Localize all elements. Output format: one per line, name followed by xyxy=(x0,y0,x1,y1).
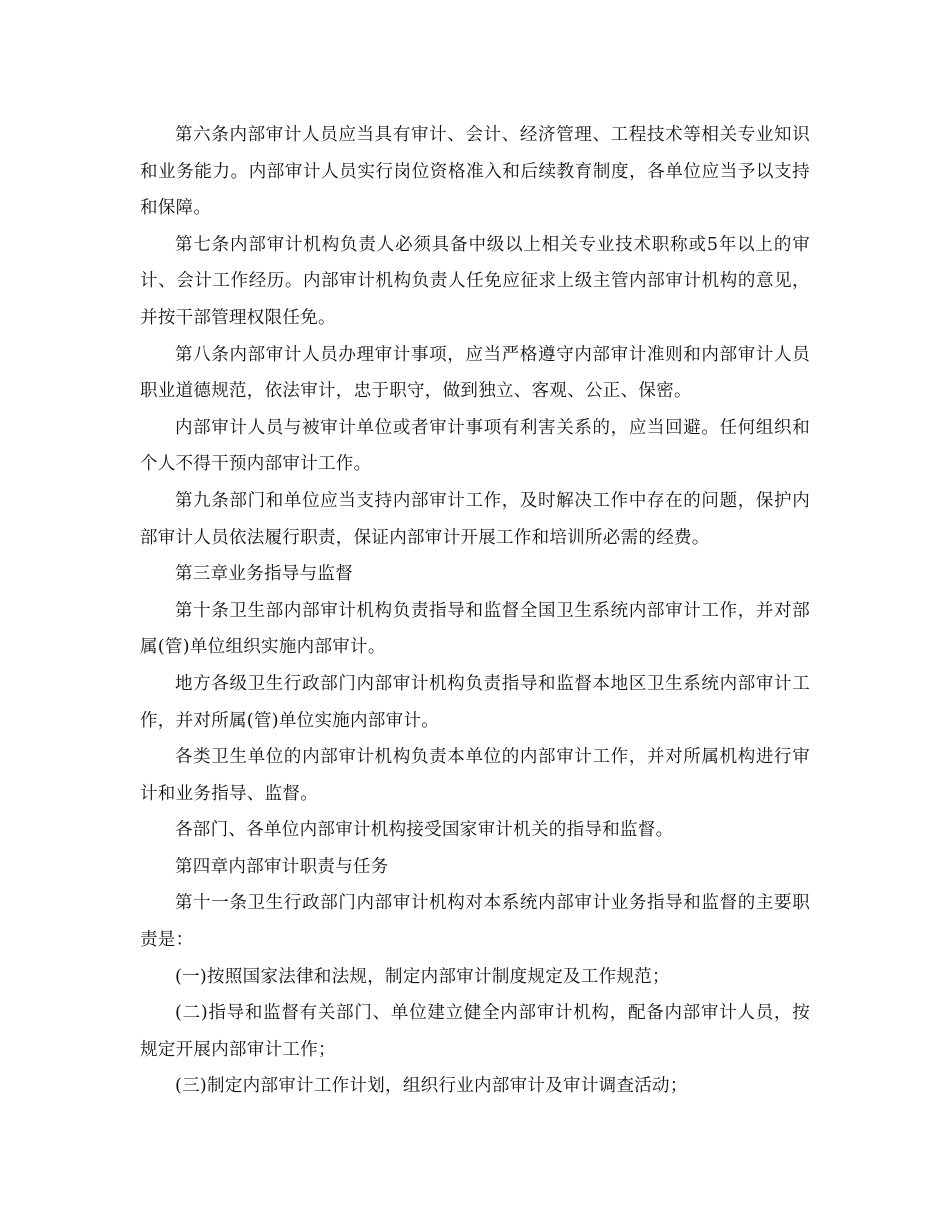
list-item-3: (三)制定内部审计工作计划，组织行业内部审计及审计调查活动； xyxy=(175,1076,688,1097)
list-item-2: (二)指导和监督有关部门、单位建立健全内部审计机构，配备内部审计人员，按规定开展内部审计工作； xyxy=(140,1003,810,1060)
list-item-1: (一)按照国家法律和法规，制定内部审计制度规定及工作规范； xyxy=(175,966,670,987)
paragraph-local-departments: 地方各级卫生行政部门内部审计机构负责指导和监督本地区卫生系统内部审计工作，并对所属(管)单位实施内部审计。 xyxy=(140,673,810,731)
paragraph-recusal: 内部审计人员与被审计单位或者审计事项有利害关系的，应当回避。任何组织和个人不得干预内部审计工作。 xyxy=(140,417,810,475)
chapter-heading-4: 第四章内部审计职责与任务 xyxy=(175,856,389,877)
document-body xyxy=(140,117,810,1105)
chapter-heading-3: 第三章业务指导与监督 xyxy=(175,564,353,585)
paragraph-national-audit: 各部门、各单位内部审计机构接受国家审计机关的指导和监督。 xyxy=(175,820,674,841)
paragraph-article-9: 第九条部门和单位应当支持内部审计工作，及时解决工作中存在的问题，保护内部审计人员依法履行职责，保证内部审计开展工作和培训所必需的经费。 xyxy=(140,490,810,548)
paragraph-article-10: 第十条卫生部内部审计机构负责指导和监督全国卫生系统内部审计工作，并对部属(管)单位组织实施内部审计。 xyxy=(140,600,810,658)
paragraph-health-units: 各类卫生单位的内部审计机构负责本单位的内部审计工作，并对所属机构进行审计和业务指导、监督。 xyxy=(140,747,810,804)
paragraph-article-6: 第六条内部审计人员应当具有审计、会计、经济管理、工程技术等相关专业知识和业务能力。内部审计人员实行岗位资格准入和后续教育制度，各单位应当予以支持和保障。 xyxy=(140,125,810,219)
paragraph-article-11: 第十一条卫生行政部门内部审计机构对本系统内部审计业务指导和监督的主要职责是： xyxy=(140,893,810,951)
paragraph-article-8: 第八条内部审计人员办理审计事项，应当严格遵守内部审计准则和内部审计人员职业道德规范，依法审计，忠于职守，做到独立、客观、公正、保密。 xyxy=(140,344,810,402)
paragraph-article-7: 第七条内部审计机构负责人必须具备中级以上相关专业技术职称或5年以上的审计、会计工作经历。内部审计机构负责人任免应征求上级主管内部审计机构的意见，并按干部管理权限任免。 xyxy=(140,234,810,328)
